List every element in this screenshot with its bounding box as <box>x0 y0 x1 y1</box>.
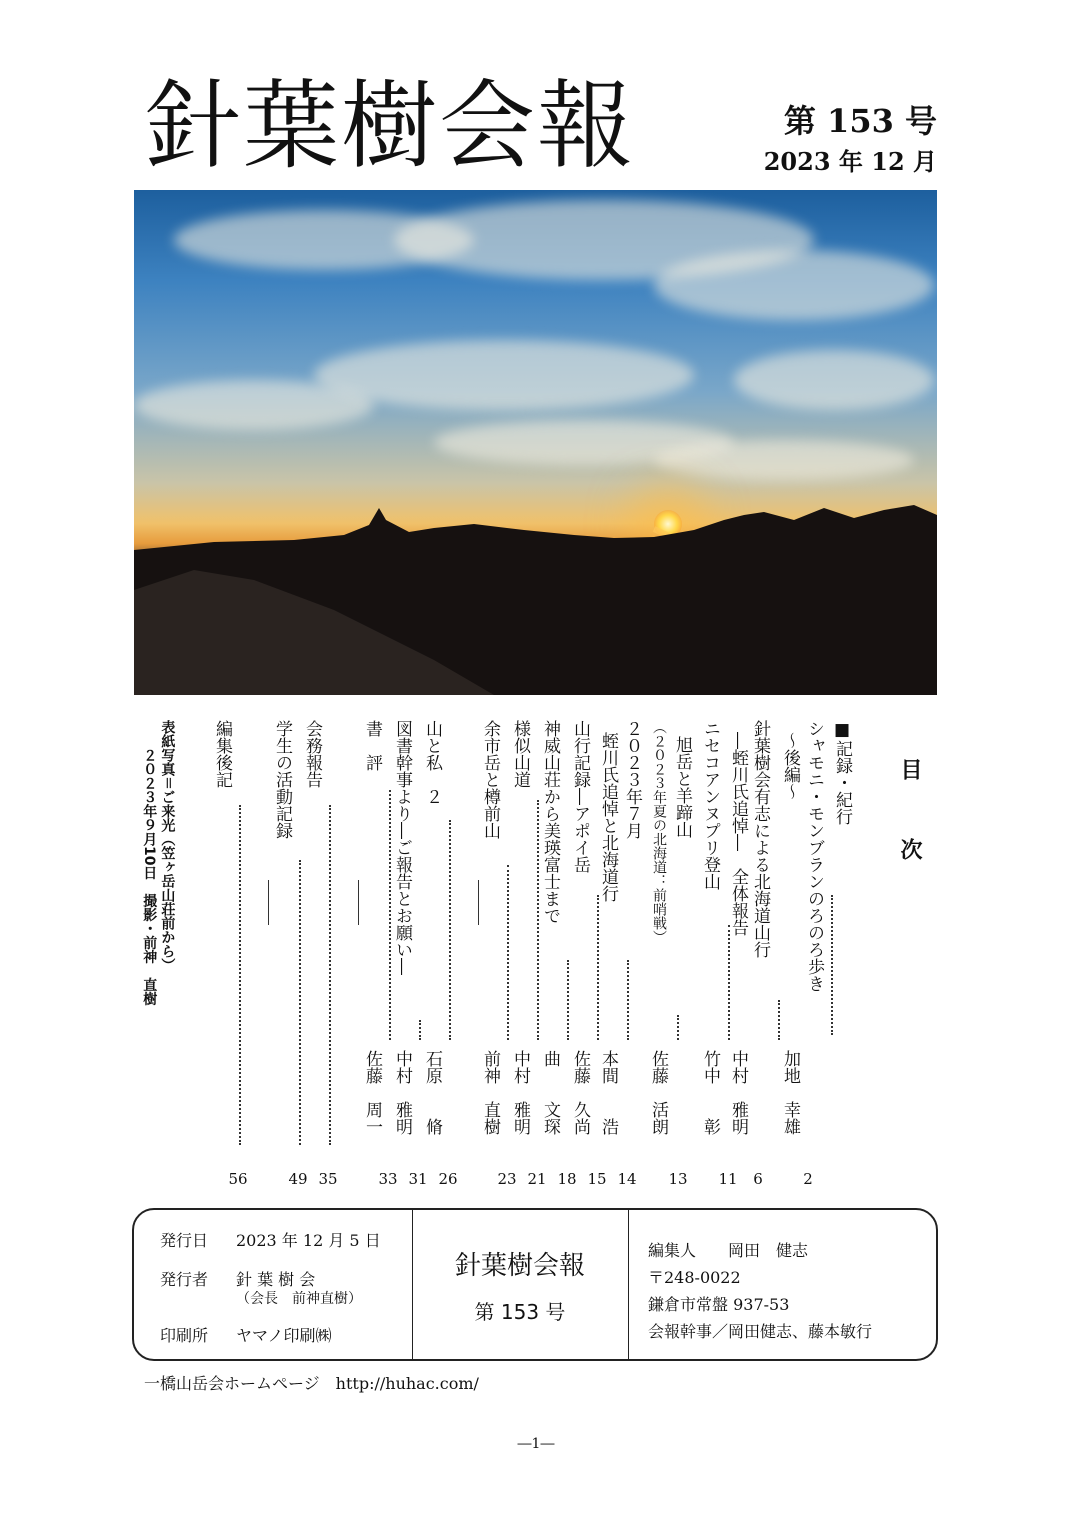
printer-label: 印刷所 <box>160 1326 209 1345</box>
dot-leader <box>677 1015 679 1040</box>
cover-caption-line1: 表紙写真＝ご来光（笠ヶ岳山荘前から） <box>159 720 176 972</box>
toc-separator <box>268 880 269 925</box>
publisher-value: 針 葉 樹 会 <box>236 1270 316 1289</box>
cover-photo <box>134 190 937 695</box>
toc-page-6: 15 <box>587 1170 607 1188</box>
dot-leader <box>567 960 569 1040</box>
issued-label: 発行日 <box>160 1231 209 1250</box>
printer-value: ヤマノ印刷㈱ <box>236 1326 332 1345</box>
page-number: ―1― <box>517 1436 555 1452</box>
address: 鎌倉市常盤 937-53 <box>648 1295 790 1314</box>
toc-page-4: 13 <box>668 1170 688 1188</box>
postal-code: 〒248-0022 <box>648 1268 741 1287</box>
toc-page-14: 49 <box>288 1170 308 1188</box>
toc-page-10: 26 <box>438 1170 458 1188</box>
toc-page-11: 31 <box>408 1170 428 1188</box>
issue-number: 第 153 号 <box>783 102 937 140</box>
toc-page-12: 33 <box>378 1170 398 1188</box>
journal-block <box>412 1245 628 1325</box>
editor: 編集人 岡田 健志 <box>648 1241 809 1260</box>
homepage-link[interactable]: 一橋山岳会ホームページ http://huhac.com/ <box>144 1374 479 1393</box>
dot-leader <box>389 790 391 1040</box>
toc-separator <box>358 880 359 925</box>
masthead-title: 針葉樹会報 <box>145 70 635 182</box>
cover-caption <box>140 720 176 1005</box>
dot-leader <box>537 800 539 1040</box>
issue-date: 2023 年 12 月 <box>763 147 937 176</box>
colophon-divider <box>628 1208 629 1361</box>
toc-separator <box>478 880 479 925</box>
dot-leader <box>419 1020 421 1040</box>
mountain-silhouette <box>134 190 937 695</box>
journal-issue: 第 153 号 <box>474 1300 566 1324</box>
dot-leader <box>239 805 241 1145</box>
publisher-note: （会長 前神直樹） <box>236 1291 362 1307</box>
toc-page-15: 56 <box>228 1170 248 1188</box>
cover-caption-line2: ２０２３年９月10日 撮影・前神 直樹 <box>141 748 158 1006</box>
toc-page-1: 2 <box>803 1170 813 1188</box>
dot-leader <box>507 865 509 1040</box>
toc-page-7: 18 <box>557 1170 577 1188</box>
toc-page-8: 21 <box>527 1170 547 1188</box>
dot-leader <box>778 1000 780 1040</box>
dot-leader <box>329 805 331 1145</box>
dot-leader <box>299 860 301 1145</box>
toc-page-2: 6 <box>753 1170 763 1188</box>
toc-page-5: 14 <box>617 1170 637 1188</box>
dot-leader <box>831 895 833 1035</box>
journal-name: 針葉樹会報 <box>454 1251 585 1281</box>
dot-leader <box>449 820 451 1040</box>
publisher-label: 発行者 <box>160 1270 209 1289</box>
toc-page-3: 11 <box>718 1170 738 1188</box>
dot-leader <box>728 925 730 1040</box>
toc-heading: 目 次 <box>897 758 923 878</box>
issued-value: 2023 年 12 月 5 日 <box>236 1231 381 1250</box>
staff: 会報幹事／岡田健志、藤本敏行 <box>648 1322 873 1341</box>
toc-page-9: 23 <box>497 1170 517 1188</box>
dot-leader <box>597 895 599 1040</box>
toc-page-13: 35 <box>318 1170 338 1188</box>
dot-leader <box>627 960 629 1040</box>
